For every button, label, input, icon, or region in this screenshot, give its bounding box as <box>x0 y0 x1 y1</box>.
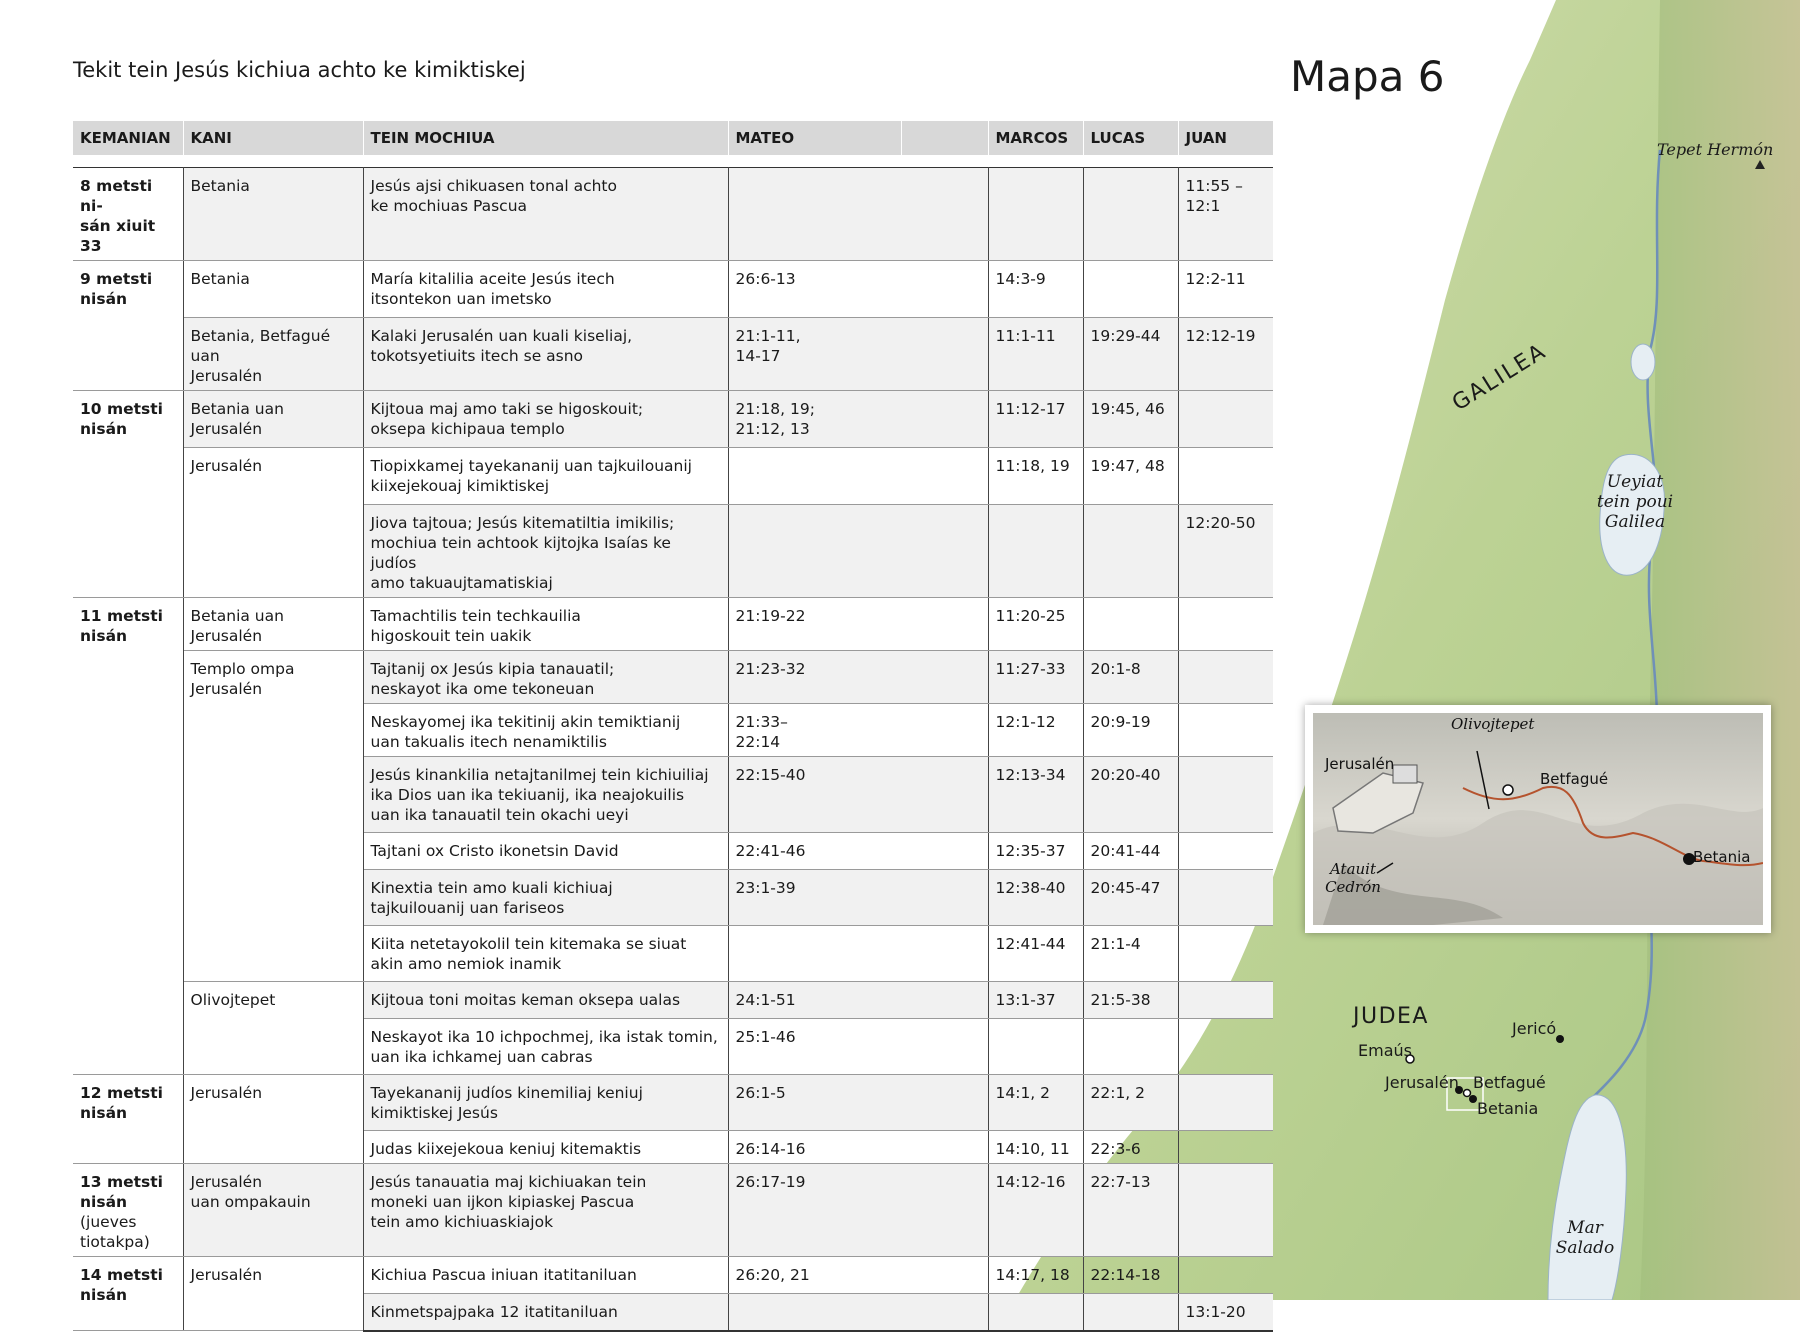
juan-cell: 12:12-19 <box>1178 318 1273 391</box>
event-line: itsontekon uan imetsko <box>370 290 552 308</box>
table-row <box>73 261 1273 318</box>
jerico-dot <box>1556 1035 1564 1043</box>
juan-cell <box>1178 704 1273 757</box>
table-header-row <box>73 121 1273 155</box>
table-row <box>73 651 1273 704</box>
event-line: Neskayomej ika tekitinij akin temiktianij <box>370 713 681 731</box>
table-row <box>73 1164 1273 1257</box>
lucas-cell: 21:1-4 <box>1083 926 1178 982</box>
inset-jerusalen-label: Jerusalén <box>1325 755 1395 773</box>
day-line: 13 metsti <box>80 1173 163 1191</box>
header-kemanian: KEMANIAN <box>73 121 183 155</box>
lucas-cell: 22:1, 2 <box>1083 1075 1178 1131</box>
betfague-label: Betfagué <box>1473 1073 1546 1092</box>
day-line: 10 metsti <box>80 400 163 418</box>
event-line: Tamachtilis tein techkauilia <box>370 607 581 625</box>
lucas-cell <box>1083 598 1178 651</box>
marcos-cell: 14:10, 11 <box>988 1131 1083 1164</box>
event-line: tein amo kichiuaskiajok <box>370 1213 554 1231</box>
lucas-cell <box>1083 1294 1178 1331</box>
juan-line: 11:55 – <box>1185 177 1243 195</box>
mateo-cell: 23:1-39 <box>728 870 988 926</box>
day-cell <box>73 1075 183 1164</box>
event-line: amo takuaujtamatiskiaj <box>370 574 553 592</box>
mateo-cell: 26:20, 21 <box>728 1257 988 1294</box>
day-line: 11 metsti <box>80 607 163 625</box>
place-cell: Betania uan Jerusalén <box>183 391 363 448</box>
juan-cell <box>1178 1164 1273 1257</box>
place-cell: Jerusalén <box>183 1257 363 1331</box>
place-cell <box>183 318 363 391</box>
marcos-cell: 12:13-34 <box>988 757 1083 833</box>
header-juan: JUAN <box>1178 121 1273 155</box>
table-row <box>73 448 1273 505</box>
lucas-cell: 22:14-18 <box>1083 1257 1178 1294</box>
mateo-cell: 24:1-51 <box>728 982 988 1019</box>
lucas-cell: 20:9-19 <box>1083 704 1178 757</box>
lucas-cell: 22:3-6 <box>1083 1131 1178 1164</box>
day-line: 9 metsti <box>80 270 153 288</box>
event-cell <box>363 1164 728 1257</box>
place-line: Jerusalén <box>190 1173 263 1191</box>
table-row <box>73 1257 1273 1294</box>
sea-galilee-line: Galilea <box>1604 512 1666 532</box>
marcos-cell: 12:38-40 <box>988 870 1083 926</box>
lucas-cell: 19:47, 48 <box>1083 448 1178 505</box>
lucas-cell: 22:7-13 <box>1083 1164 1178 1257</box>
lucas-cell: 20:20-40 <box>1083 757 1178 833</box>
juan-cell <box>1178 1075 1273 1131</box>
mateo-line: 21:12, 13 <box>735 420 810 438</box>
hermon-label: Tepet Hermón <box>1657 140 1774 159</box>
event-line: ika Dios uan ika tekiuanij, ika neajokuilis <box>370 786 685 804</box>
inset-betania-label: Betania <box>1693 848 1751 866</box>
place-line: Templo ompa <box>190 660 295 678</box>
jerusalen-label: Jerusalén <box>1385 1073 1459 1092</box>
mateo-cell: 25:1-46 <box>728 1019 988 1075</box>
event-line: akin amo nemiok inamik <box>370 955 562 973</box>
place-cell: Olivojtepet <box>183 982 363 1075</box>
mateo-cell: 22:41-46 <box>728 833 988 870</box>
event-line: tokotsyetiuits itech se asno <box>370 347 584 365</box>
marcos-cell: 11:20-25 <box>988 598 1083 651</box>
day-cell <box>73 391 183 598</box>
place-cell: Jerusalén <box>183 448 363 598</box>
betania-label: Betania <box>1477 1099 1539 1118</box>
marcos-cell: 14:3-9 <box>988 261 1083 318</box>
jerico-label: Jericó <box>1512 1019 1557 1038</box>
marcos-cell: 12:1-12 <box>988 704 1083 757</box>
juan-cell <box>1178 982 1273 1019</box>
table-row <box>73 598 1273 651</box>
event-line: higoskouit tein uakik <box>370 627 532 645</box>
day-cell <box>73 261 183 391</box>
dead-sea-line: Mar <box>1567 1218 1603 1238</box>
event-cell: Judas kiixejekoua keniuj kitemaktis <box>363 1131 728 1164</box>
day-line: nisán <box>80 1286 128 1304</box>
lucas-cell <box>1083 505 1178 598</box>
juan-cell <box>1178 1257 1273 1294</box>
day-line: nisán <box>80 1193 128 1211</box>
juan-cell <box>1178 1019 1273 1075</box>
marcos-cell: 11:12-17 <box>988 391 1083 448</box>
relief-inset <box>1305 705 1771 933</box>
juan-line: 12:1 <box>1185 197 1221 215</box>
event-line: kimiktiskej Jesús <box>370 1104 498 1122</box>
place-cell: Betania uan Jerusalén <box>183 598 363 651</box>
event-cell <box>363 1075 728 1131</box>
event-line: Jesús kinankilia netajtanilmej tein kichiuiliaj <box>370 766 709 784</box>
event-cell <box>363 505 728 598</box>
inset-cedron-line: Cedrón <box>1325 878 1381 896</box>
event-line: mochiua tein achtook kijtojka Isaías ke judíos <box>370 534 671 572</box>
chronology-table <box>73 121 1273 1332</box>
event-line: neskayot ika ome tekoneuan <box>370 680 595 698</box>
mateo-line: 21:1-11, <box>735 327 801 345</box>
header-tein-mochiua: TEIN MOCHIUA <box>363 121 728 155</box>
event-cell <box>363 1019 728 1075</box>
place-line: uan ompakauin <box>190 1193 311 1211</box>
inset-cedron-line: Atauit <box>1329 860 1377 878</box>
event-cell <box>363 168 728 261</box>
lake-hula <box>1631 344 1655 380</box>
event-line: Neskayot ika 10 ichpochmej, ika istak tomin, <box>370 1028 718 1046</box>
event-line: Tayekananij judíos kinemiliaj keniuj <box>370 1084 643 1102</box>
lucas-cell: 19:45, 46 <box>1083 391 1178 448</box>
place-cell <box>183 1164 363 1257</box>
event-cell: Kichiua Pascua iniuan itatitaniluan <box>363 1257 728 1294</box>
day-line: nisán <box>80 1104 128 1122</box>
day-cell <box>73 168 183 261</box>
event-line: uan ika ichkamej uan cabras <box>370 1048 593 1066</box>
mateo-cell: 26:14-16 <box>728 1131 988 1164</box>
lucas-cell <box>1083 261 1178 318</box>
event-line: Tajtanij ox Jesús kipia tanauatil; <box>370 660 615 678</box>
event-line: Jiova tajtoua; Jesús kitematiltia imikilis; <box>370 514 675 532</box>
day-line: 14 metsti <box>80 1266 163 1284</box>
marcos-cell: 14:17, 18 <box>988 1257 1083 1294</box>
day-line: nisán <box>80 420 128 438</box>
mateo-cell <box>728 1294 988 1331</box>
header-marcos: MARCOS <box>988 121 1083 155</box>
place-cell <box>183 651 363 982</box>
event-cell: Kijtoua toni moitas keman oksepa ualas <box>363 982 728 1019</box>
marcos-cell: 12:41-44 <box>988 926 1083 982</box>
inset-cedron-label <box>1323 860 1383 896</box>
lucas-cell: 20:41-44 <box>1083 833 1178 870</box>
mateo-cell: 26:6-13 <box>728 261 988 318</box>
marcos-cell: 13:1-37 <box>988 982 1083 1019</box>
galilea-label: GALILEA <box>1448 338 1552 417</box>
day-cell <box>73 1164 183 1257</box>
juan-cell <box>1178 598 1273 651</box>
event-line: Kijtoua maj amo taki se higoskouit; <box>370 400 644 418</box>
lucas-cell <box>1083 168 1178 261</box>
mateo-cell: 22:15-40 <box>728 757 988 833</box>
judea-label: JUDEA <box>1353 1004 1429 1029</box>
mateo-line: 14-17 <box>735 347 781 365</box>
event-line: moneki uan ijkon kipiaskej Pascua <box>370 1193 635 1211</box>
event-line: uan takualis itech nenamiktilis <box>370 733 607 751</box>
event-line: kiixejekouaj kimiktiskej <box>370 477 550 495</box>
mateo-cell: 21:23-32 <box>728 651 988 704</box>
marcos-cell: 11:18, 19 <box>988 448 1083 505</box>
day-line: sán xiuit 33 <box>80 217 156 255</box>
event-line: Kiita netetayokolil tein kitemaka se siuat <box>370 935 687 953</box>
marcos-cell: 14:1, 2 <box>988 1075 1083 1131</box>
event-cell <box>363 926 728 982</box>
table-row <box>73 1075 1273 1131</box>
event-cell <box>363 757 728 833</box>
juan-cell <box>1178 757 1273 833</box>
event-cell <box>363 391 728 448</box>
mateo-cell: 26:17-19 <box>728 1164 988 1257</box>
mateo-line: 22:14 <box>735 733 781 751</box>
table-row <box>73 318 1273 391</box>
day-line: 8 metsti ni- <box>80 177 153 215</box>
juan-cell: 12:20-50 <box>1178 505 1273 598</box>
day-cell <box>73 1257 183 1331</box>
temple-building <box>1393 765 1417 783</box>
event-line: María kitalilia aceite Jesús itech <box>370 270 615 288</box>
event-line: Jesús tanauatia maj kichiuakan tein <box>370 1173 647 1191</box>
event-line: Jesús ajsi chikuasen tonal achto <box>370 177 617 195</box>
marcos-cell <box>988 1294 1083 1331</box>
sea-galilee-label <box>1590 472 1680 532</box>
place-line: Jerusalén <box>190 367 263 385</box>
mateo-line: 21:33– <box>735 713 788 731</box>
dead-sea-line: Salado <box>1555 1238 1615 1258</box>
page-title: Tekit tein Jesús kichiua achto ke kimiktiskej <box>73 58 526 82</box>
place-cell: Betania <box>183 168 363 261</box>
event-cell <box>363 448 728 505</box>
juan-cell <box>1178 651 1273 704</box>
lucas-cell <box>1083 1019 1178 1075</box>
mateo-line: 21:18, 19; <box>735 400 815 418</box>
emaus-label: Emaús <box>1358 1041 1412 1060</box>
event-cell <box>363 261 728 318</box>
header-mateo: MATEO <box>728 121 901 155</box>
marcos-cell: 11:27-33 <box>988 651 1083 704</box>
event-cell <box>363 870 728 926</box>
mateo-cell <box>728 318 988 391</box>
header-kani: KANI <box>183 121 363 155</box>
east-highlands <box>1640 0 1800 1300</box>
mateo-cell: 21:19-22 <box>728 598 988 651</box>
betfague-dot <box>1464 1090 1471 1097</box>
header-lucas: LUCAS <box>1083 121 1178 155</box>
event-line: tajkuilouanij uan fariseos <box>370 899 565 917</box>
juan-cell <box>1178 1131 1273 1164</box>
mateo-cell <box>728 926 988 982</box>
day-note-line: tiotakpa) <box>80 1233 150 1251</box>
marcos-cell <box>988 505 1083 598</box>
mateo-cell: 26:1-5 <box>728 1075 988 1131</box>
lucas-cell: 20:45-47 <box>1083 870 1178 926</box>
map-title: Mapa 6 <box>1290 52 1445 101</box>
day-line: nisán <box>80 290 128 308</box>
event-line: oksepa kichipaua templo <box>370 420 565 438</box>
day-note-line: (jueves <box>80 1213 137 1231</box>
event-line: Tiopixkamej tayekananij uan tajkuilouanij <box>370 457 692 475</box>
event-line: Kalaki Jerusalén uan kuali kiseliaj, <box>370 327 633 345</box>
inset-betfague-label: Betfagué <box>1540 770 1609 788</box>
event-cell: Tajtani ox Cristo ikonetsin David <box>363 833 728 870</box>
juan-cell <box>1178 168 1273 261</box>
event-cell: Kinmetspajpaka 12 itatitaniluan <box>363 1294 728 1331</box>
event-cell <box>363 598 728 651</box>
juan-cell: 12:2-11 <box>1178 261 1273 318</box>
day-cell <box>73 598 183 1075</box>
dead-sea-label <box>1555 1218 1615 1258</box>
marcos-cell: 14:12-16 <box>988 1164 1083 1257</box>
place-line: Jerusalén <box>190 680 263 698</box>
event-line: ke mochiuas Pascua <box>370 197 528 215</box>
sea-galilee-line: Ueyiat <box>1606 472 1664 492</box>
marcos-cell: 11:1-11 <box>988 318 1083 391</box>
mateo-cell <box>728 448 988 505</box>
day-line: nisán <box>80 627 128 645</box>
event-cell <box>363 704 728 757</box>
event-line: uan ika tanauatil tein okachi ueyi <box>370 806 629 824</box>
marcos-cell <box>988 1019 1083 1075</box>
place-cell: Betania <box>183 261 363 318</box>
place-line: Betania, Betfagué uan <box>190 327 331 365</box>
day-line: 12 metsti <box>80 1084 163 1102</box>
juan-cell <box>1178 833 1273 870</box>
inset-olivos-label: Olivojtepet <box>1451 715 1535 733</box>
lucas-cell: 20:1-8 <box>1083 651 1178 704</box>
marcos-cell <box>988 168 1083 261</box>
table-row <box>73 982 1273 1019</box>
event-cell <box>363 318 728 391</box>
juan-cell <box>1178 391 1273 448</box>
juan-cell <box>1178 926 1273 982</box>
marcos-cell: 12:35-37 <box>988 833 1083 870</box>
juan-cell: 13:1-20 <box>1178 1294 1273 1331</box>
sea-galilee-line: tein poui <box>1596 492 1674 512</box>
event-line: Kinextia tein amo kuali kichiuaj <box>370 879 613 897</box>
juan-cell <box>1178 870 1273 926</box>
inset-betfague-dot <box>1503 785 1513 795</box>
mateo-cell <box>728 391 988 448</box>
betania-dot <box>1469 1095 1477 1103</box>
event-cell <box>363 651 728 704</box>
table-row <box>73 168 1273 261</box>
lucas-cell: 21:5-38 <box>1083 982 1178 1019</box>
table-row <box>73 391 1273 448</box>
mateo-cell <box>728 168 988 261</box>
mateo-cell <box>728 505 988 598</box>
place-cell: Jerusalén <box>183 1075 363 1164</box>
mateo-cell <box>728 704 988 757</box>
juan-cell <box>1178 448 1273 505</box>
header-blank <box>901 121 988 155</box>
lucas-cell: 19:29-44 <box>1083 318 1178 391</box>
